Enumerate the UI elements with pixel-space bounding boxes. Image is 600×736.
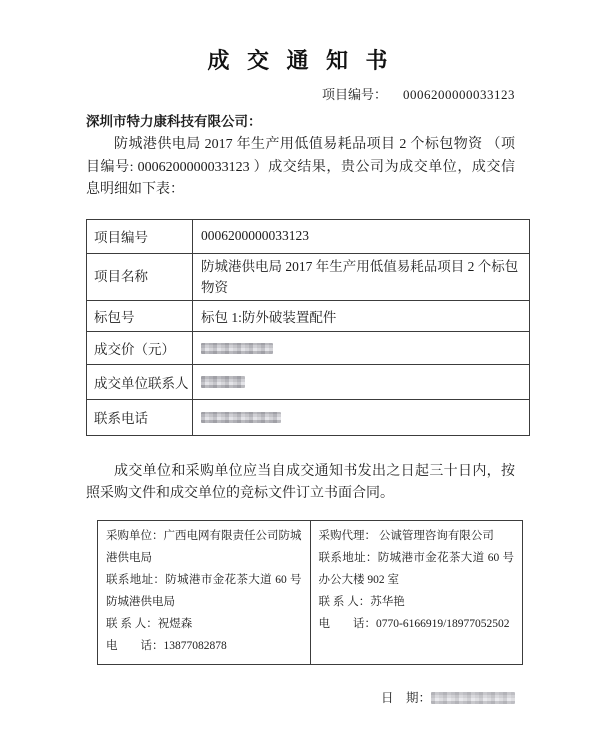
purchaser-address: 联系地址：防城港市金花茶大道 60 号防城港供电局	[106, 573, 302, 608]
project-number-line	[86, 84, 515, 103]
agent-cell	[310, 520, 523, 664]
document-title: 成 交 通 知 书	[207, 48, 394, 73]
field-value	[193, 331, 530, 364]
date-line	[86, 688, 515, 706]
agent-contact: 联 系 人：苏华艳	[318, 595, 405, 608]
purchaser-cell	[98, 520, 311, 664]
field-value: 防城港供电局 2017 年生产用低值易耗品项目 2 个标包物资	[193, 253, 530, 300]
redacted-phone-number	[201, 412, 281, 423]
table-row	[87, 331, 530, 364]
project-number-value: 0006200000033123	[403, 87, 515, 102]
agent-address: 联系地址：防城港市金花茶大道 60 号办公大楼 902 室	[318, 551, 514, 586]
field-value	[193, 399, 530, 435]
contract-terms-paragraph: 成交单位和采购单位应当自成交通知书发出之日起三十日内，按照采购文件和成交单位的竞标文件订立书面合同。	[86, 463, 515, 501]
purchaser-unit: 采购单位：广西电网有限责任公司防城港供电局	[106, 529, 302, 564]
field-label: 标包号	[87, 300, 193, 331]
date-label: 日 期：	[381, 690, 432, 705]
field-value: 标包 1:防外破装置配件	[193, 300, 530, 331]
project-number-label: 项目编号：	[321, 87, 387, 102]
table-row	[87, 364, 530, 399]
table-row	[87, 253, 530, 300]
field-label: 项目名称	[87, 253, 193, 300]
purchaser-phone: 电 话：13877082878	[106, 639, 227, 652]
redacted-contact-name	[201, 376, 245, 388]
field-value	[193, 364, 530, 399]
field-label: 成交单位联系人	[87, 364, 193, 399]
addressee-company: 深圳市特力康科技有限公司：	[86, 114, 262, 129]
field-label: 项目编号	[87, 219, 193, 253]
redacted-date-value	[431, 692, 515, 704]
award-details-table	[86, 219, 530, 436]
redacted-price-value	[201, 343, 273, 354]
field-label: 联系电话	[87, 399, 193, 435]
agent-unit: 采购代理： 公诚管理咨询有限公司	[318, 529, 494, 542]
field-value: 0006200000033123	[193, 219, 530, 253]
table-row	[87, 219, 530, 253]
contacts-table	[97, 520, 523, 665]
table-row	[87, 300, 530, 331]
agent-phone: 电 话：0770-6166919/18977052502	[318, 617, 510, 630]
purchaser-contact: 联 系 人：祝煜森	[106, 617, 193, 630]
table-row	[98, 520, 523, 664]
award-result-paragraph: 防城港供电局 2017 年生产用低值易耗品项目 2 个标包物资 （项目编号: 0006200000033123 ）成交结果，贵公司为成交单位，成交信息明细如下表：	[86, 137, 515, 197]
field-label: 成交价（元）	[87, 331, 193, 364]
table-row	[87, 399, 530, 435]
